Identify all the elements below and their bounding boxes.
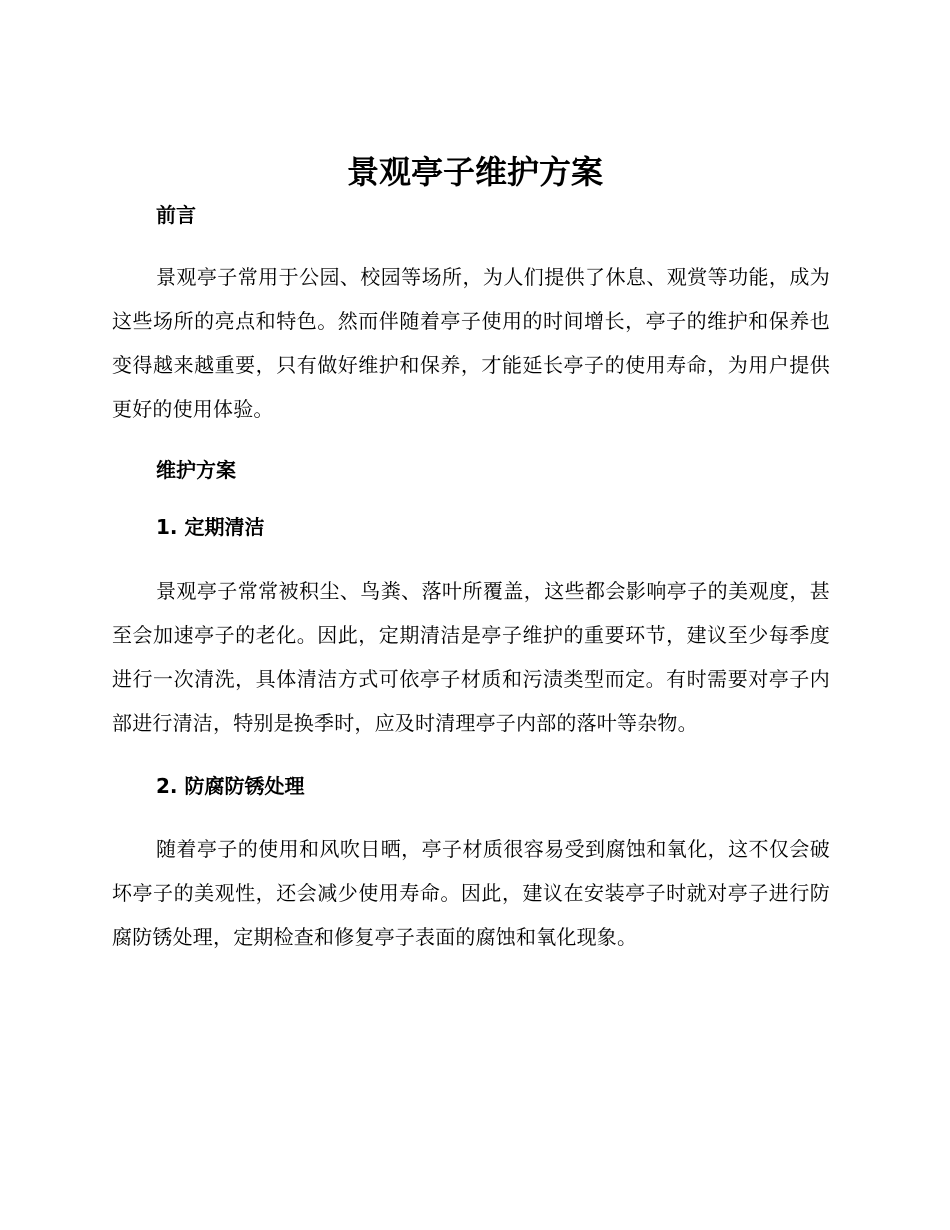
section-paragraph-regular-cleaning: 景观亭子常常被积尘、鸟粪、落叶所覆盖，这些都会影响亭子的美观度，甚至会加速亭子的老化。因此，定期清洁是亭子维护的重要环节，建议至少每季度进行一次清洗，具体清洁方式可依亭子材质和污渍类型而定。有时需要对亭子内部进行清洁，特别是换季时，应及时清理亭子内部的落叶等杂物。 xyxy=(112,579,830,735)
preface-heading: 前言 xyxy=(156,203,196,227)
section-heading-anticorrosion: 2. 防腐防锈处理 xyxy=(156,774,305,798)
maintenance-plan-heading: 维护方案 xyxy=(156,458,236,482)
section-heading-regular-cleaning: 1. 定期清洁 xyxy=(156,515,265,539)
document-title: 景观亭子维护方案 xyxy=(346,153,603,191)
section-paragraph-anticorrosion: 随着亭子的使用和风吹日晒，亭子材质很容易受到腐蚀和氧化，这不仅会破坏亭子的美观性，还会减少使用寿命。因此，建议在安装亭子时就对亭子进行防腐防锈处理，定期检查和修复亭子表面的腐蚀和氧化现象。 xyxy=(112,837,830,949)
preface-paragraph: 景观亭子常用于公园、校园等场所，为人们提供了休息、观赏等功能，成为这些场所的亮点和特色。然而伴随着亭子使用的时间增长，亭子的维护和保养也变得越来越重要，只有做好维护和保养，才能延长亭子的使用寿命，为用户提供更好的使用体验。 xyxy=(112,265,830,421)
